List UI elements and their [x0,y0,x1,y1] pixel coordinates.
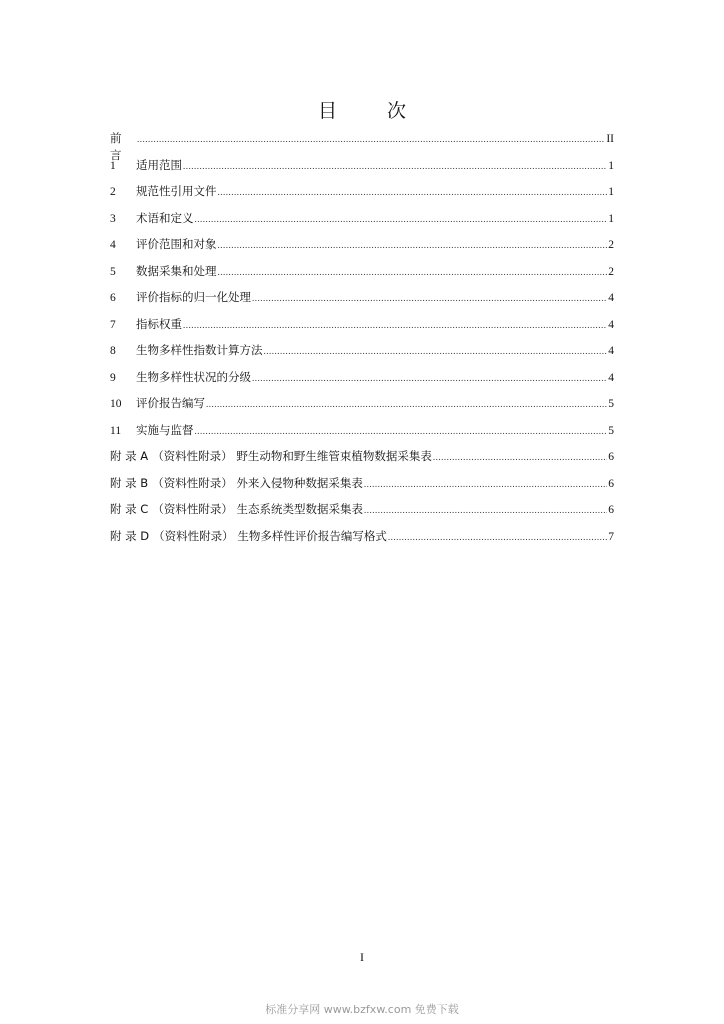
toc-entry-4[interactable] [110,236,614,263]
toc-entry-label: 术语和定义 [136,210,194,225]
toc-leader-dots [218,264,608,281]
toc-entry-number: 6 [110,292,116,304]
toc-entry-label: （资料性附录） 生物多样性评价报告编写格式 [153,528,387,543]
toc-entry-label: 规范性引用文件 [136,184,217,198]
toc-entry-label: 适用范围 [136,157,182,172]
toc-entry-page: 4 [608,345,614,357]
toc-leader-dots [195,423,608,440]
toc-entry-page: 6 [608,504,614,516]
toc-entry-page: 5 [608,398,614,410]
toc-entry-number: 附 录 D [110,528,150,543]
toc-entry-page: 2 [608,265,614,278]
toc-entry-label: 生物多样性指数计算方法 [136,343,263,357]
toc-entry-2[interactable] [110,183,614,210]
toc-leader-dots [388,529,607,546]
toc-entry-label: 数据采集和处理 [136,263,217,278]
toc-entry-number: 3 [110,212,116,225]
toc-entry-3[interactable] [110,210,614,237]
toc-entry-page: 6 [608,477,614,490]
toc-entry-8[interactable] [110,342,614,369]
toc-entry-label: 评价指标的归一化处理 [136,290,251,304]
toc-entry-page: 6 [608,451,614,463]
toc-leader-dots [264,343,608,360]
toc-entry-label: （资料性附录） 外来入侵物种数据采集表 [152,475,363,490]
toc-entry-appendix-b[interactable] [110,475,614,502]
toc-title: 目 次 [317,100,429,122]
toc-entry-6[interactable] [110,289,614,316]
toc-entry-page: 1 [608,186,614,198]
toc-leader-dots [218,237,608,254]
toc-entry-9[interactable] [110,369,614,396]
toc-entry-page: 1 [608,212,614,225]
toc-entry-page: 7 [608,530,614,543]
toc-leader-dots [364,502,607,519]
toc-entry-label: 评价范围和对象 [136,237,217,251]
toc-entry-label: 实施与监督 [136,422,194,437]
toc-entry-number: 9 [110,371,116,384]
toc-leader-dots [195,211,608,228]
table-of-contents [110,130,614,554]
toc-entry-label: 指标权重 [136,316,182,331]
page-number: I [360,950,364,964]
toc-entry-number: 7 [110,318,116,331]
toc-leader-dots [218,184,608,201]
toc-entry-number: 8 [110,345,116,357]
toc-entry-page: II [606,133,614,145]
toc-entry-5[interactable] [110,263,614,290]
toc-entry-appendix-d[interactable] [110,528,614,555]
toc-entry-7[interactable] [110,316,614,343]
watermark-text: 标准分享网 www.bzfxw.com 免费下载 [265,1003,459,1016]
toc-leader-dots [206,396,607,413]
toc-leader-dots [183,158,607,175]
toc-entry-label: （资料性附录） 生态系统类型数据采集表 [152,502,363,516]
toc-entry-number: 10 [110,398,122,410]
toc-entry-1[interactable] [110,157,614,184]
toc-leader-dots [137,131,605,148]
toc-leader-dots [433,449,607,466]
toc-entry-number: 前 言 [110,131,128,162]
toc-entry-number: 11 [110,424,122,437]
toc-entry-label: 评价报告编写 [136,396,205,410]
toc-entry-number: 附 录 B [110,475,149,490]
toc-entry-page: 2 [608,239,614,251]
toc-entry-page: 5 [608,424,614,437]
toc-leader-dots [252,370,607,387]
toc-entry-foreword[interactable] [110,130,614,162]
toc-entry-11[interactable] [110,422,614,449]
toc-entry-page: 4 [608,371,614,384]
toc-entry-number: 附 录 C [110,502,149,516]
toc-entry-page: 4 [608,318,614,331]
toc-entry-number: 2 [110,186,116,198]
toc-leader-dots [364,476,607,493]
toc-entry-number: 5 [110,265,116,278]
toc-entry-page: 1 [608,159,614,172]
toc-entry-label: 生物多样性状况的分级 [136,369,251,384]
toc-entry-label: （资料性附录） 野生动物和野生维管束植物数据采集表 [152,449,432,463]
toc-leader-dots [183,317,607,334]
toc-entry-page: 4 [608,292,614,304]
toc-entry-appendix-a[interactable] [110,448,614,475]
toc-entry-number: 附 录 A [110,449,149,463]
toc-leader-dots [252,290,607,307]
toc-entry-10[interactable] [110,395,614,422]
toc-entry-appendix-c[interactable] [110,501,614,528]
toc-entry-number: 4 [110,239,116,251]
toc-entry-number: 1 [110,159,116,172]
